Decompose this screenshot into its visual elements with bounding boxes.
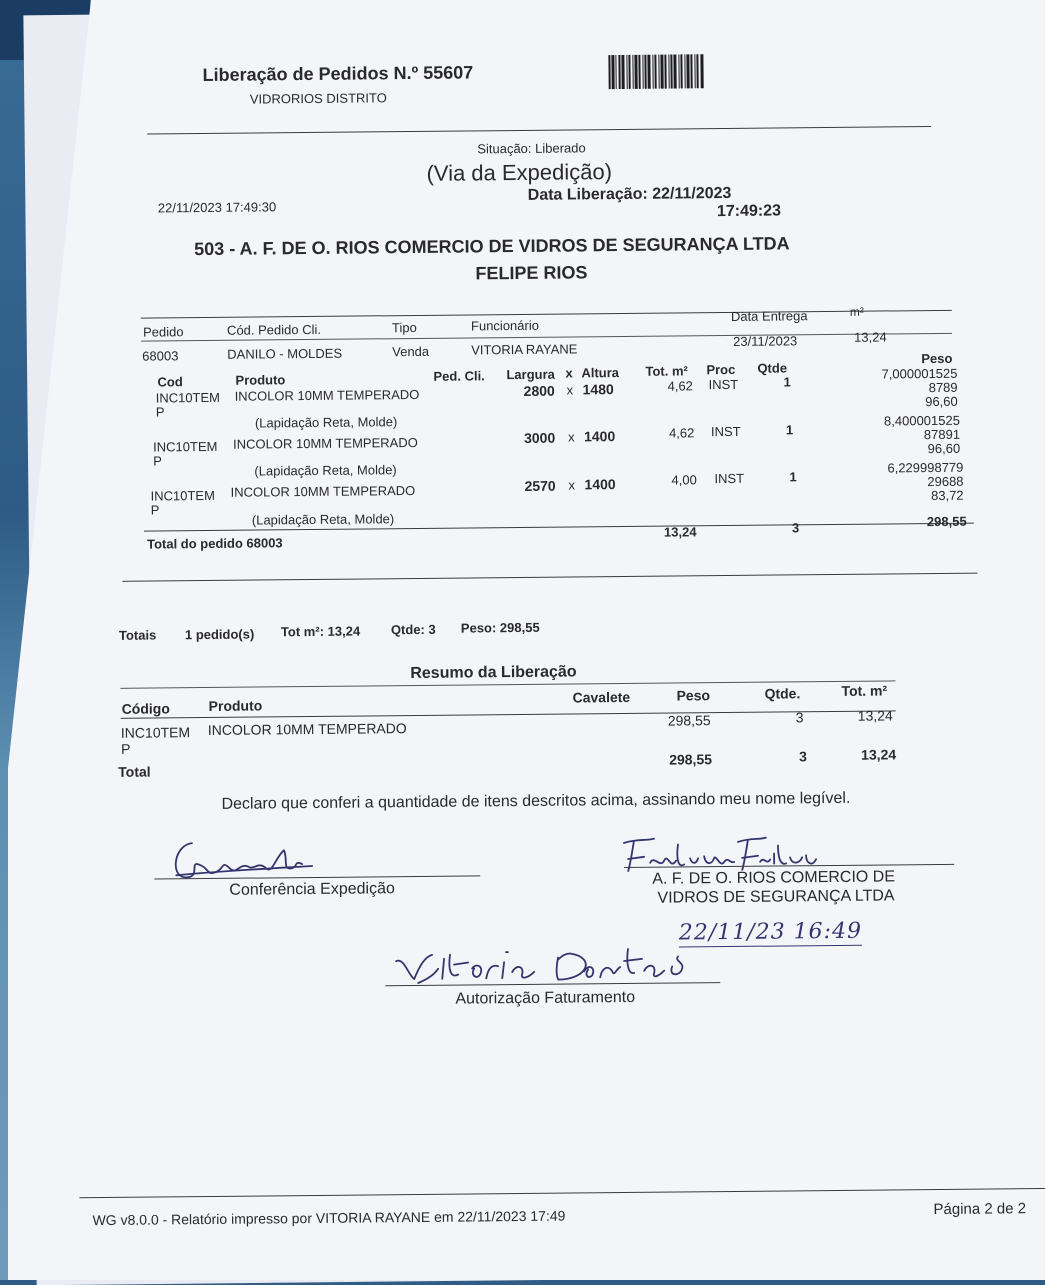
summary-total-peso: 298,55: [669, 751, 713, 768]
order-total-qtde: 3: [791, 520, 800, 536]
handwritten-date: 22/11/23 16:49: [678, 918, 863, 946]
item-largura: 2800: [523, 382, 555, 399]
summary-col-tot-m2: Tot. m²: [841, 682, 888, 699]
contact-name: FELIPE RIOS: [475, 262, 588, 284]
item-peso-a: 7,000001525: [881, 365, 958, 382]
item-x: x: [568, 477, 576, 493]
declaration-text: Declaro que conferi a quantidade de itens descritos acima, assinando meu nome legível.: [221, 789, 851, 813]
item-proc: INST: [708, 376, 739, 393]
item-altura: 1480: [582, 381, 614, 398]
status-text: Situação: Liberado: [477, 140, 586, 157]
barcode: [608, 54, 703, 89]
item-peso-b: 29688: [927, 473, 964, 490]
totals-peso: Peso: 298,55: [460, 619, 540, 636]
item-produto: INCOLOR 10MM TEMPERADO: [234, 386, 420, 404]
col-funcionario: Funcionário: [470, 317, 539, 334]
order-data-entrega: 23/11/2023: [733, 333, 798, 349]
col-data-entrega: Data Entrega: [730, 308, 808, 324]
item-peso-c: 83,72: [931, 487, 964, 504]
col-pedido: Pedido: [142, 324, 184, 340]
item-qtde: 1: [785, 422, 794, 438]
summary-col-codigo: Código: [121, 700, 170, 717]
summary-row-produto: INCOLOR 10MM TEMPERADO: [207, 720, 407, 739]
summary-row-tot-m2: 13,24: [857, 707, 893, 724]
item-produto: INCOLOR 10MM TEMPERADO: [230, 482, 416, 500]
item-produto: INCOLOR 10MM TEMPERADO: [233, 434, 418, 452]
totals-qtde: Qtde: 3: [390, 621, 436, 638]
footer-page-number: Página 2 de 2: [933, 1200, 1027, 1219]
signature-label-conferencia: Conferência Expedição: [229, 880, 395, 899]
signature-company-line2: VIDROS DE SEGURANÇA LTDA: [657, 887, 895, 907]
item-peso-c: 96,60: [925, 393, 958, 410]
order-funcionario: VITORIA RAYANE: [471, 341, 578, 358]
items-col-x: x: [565, 365, 573, 381]
item-peso-b: 87891: [923, 426, 961, 443]
summary-col-produto: Produto: [208, 697, 263, 714]
order-cod-pedido-cli: DANILO - MOLDES: [227, 345, 343, 362]
item-obs: (Lapidação Reta, Molde): [251, 511, 395, 528]
item-qtde: 1: [783, 374, 791, 390]
totals-m2: Tot m²: 13,24: [280, 623, 361, 640]
summary-total-qtde: 3: [799, 748, 808, 765]
order-total-m2: 13,24: [663, 524, 697, 540]
summary-row-codigo: INC10TEM: [120, 724, 191, 741]
order-top-divider: [141, 310, 952, 319]
item-cod: INC10TEM: [150, 487, 215, 504]
order-total-label: Total do pedido 68003: [146, 535, 283, 552]
item-largura: 2570: [524, 477, 556, 494]
item-tot-m2: 4,00: [671, 472, 697, 488]
item-cod-suffix: P: [155, 404, 165, 420]
signature-label-autorizacao: Autorização Faturamento: [455, 988, 636, 1008]
col-tipo: Tipo: [391, 319, 417, 336]
document-title: Liberação de Pedidos N.º 55607: [202, 62, 474, 86]
items-col-altura: Altura: [581, 365, 620, 381]
col-m2: m²: [849, 304, 864, 319]
item-obs: (Lapidação Reta, Molde): [254, 462, 397, 479]
item-cod: INC10TEM: [155, 389, 221, 406]
summary-col-cavalete: Cavalete: [572, 688, 631, 706]
item-cod-suffix: P: [150, 502, 160, 518]
item-proc: INST: [714, 470, 745, 487]
items-col-ped-cli: Ped. Cli.: [433, 368, 485, 384]
item-altura: 1400: [583, 428, 616, 445]
item-cod-suffix: P: [153, 453, 163, 469]
printed-at: 22/11/2023 17:49:30: [157, 199, 277, 216]
header-divider: [147, 126, 931, 135]
order-m2: 13,24: [854, 329, 887, 345]
item-x: x: [567, 429, 575, 445]
item-tot-m2: 4,62: [667, 378, 693, 394]
items-col-largura: Largura: [506, 366, 555, 383]
summary-row-qtde: 3: [795, 709, 804, 726]
summary-total-label: Total: [118, 763, 151, 780]
summary-col-qtde: Qtde.: [764, 685, 801, 702]
item-peso-a: 6,229998779: [887, 459, 964, 476]
item-qtde: 1: [789, 469, 797, 485]
items-col-peso: Peso: [921, 350, 953, 367]
release-date: Data Liberação: 22/11/2023: [527, 184, 732, 204]
customer-name: 503 - A. F. DE O. RIOS COMERCIO DE VIDROS DE SEGURANÇA LTDA: [194, 233, 790, 260]
footer-divider: [79, 1188, 1045, 1198]
footer-report-info: WG v8.0.0 - Relatório impresso por VITORIA RAYANE em 22/11/2023 17:49: [92, 1207, 566, 1229]
summary-row-codigo-suffix: P: [120, 740, 131, 757]
item-proc: INST: [710, 423, 741, 440]
item-cod: INC10TEM: [153, 438, 218, 455]
item-obs: (Lapidação Reta, Molde): [254, 414, 398, 431]
item-peso-c: 96,60: [927, 440, 961, 457]
items-col-proc: Proc: [706, 361, 736, 378]
via-label: (Via da Expedição): [426, 159, 613, 186]
summary-title: Resumo da Liberação: [410, 663, 577, 683]
release-time: 17:49:23: [716, 202, 782, 221]
summary-total-m2: 13,24: [861, 746, 897, 763]
order-tipo: Venda: [392, 343, 430, 360]
items-col-qtde: Qtde: [757, 360, 788, 376]
item-x: x: [566, 382, 574, 398]
totals-pedidos: 1 pedido(s): [184, 626, 255, 643]
totals-label: Totais: [118, 627, 157, 643]
summary-row-peso: 298,55: [667, 712, 711, 729]
signature-conferencia: [162, 830, 322, 884]
item-altura: 1400: [584, 476, 616, 493]
signature-company-line1: A. F. DE O. RIOS COMERCIO DE: [652, 868, 896, 888]
item-peso-b: 8789: [928, 379, 958, 396]
order-pedido: 68003: [142, 348, 179, 364]
company-name: VIDRORIOS DISTRITO: [249, 90, 387, 107]
order-section-end-divider: [122, 573, 977, 582]
items-col-cod: Cod: [157, 374, 183, 390]
summary-col-peso: Peso: [676, 687, 711, 704]
order-total-peso: 298,55: [926, 513, 967, 530]
col-cod-pedido-cli: Cód. Pedido Cli.: [226, 321, 322, 338]
items-col-produto: Produto: [235, 372, 286, 388]
item-peso-a: 8,400001525: [883, 412, 960, 429]
item-tot-m2: 4,62: [668, 425, 695, 441]
item-largura: 3000: [523, 429, 556, 446]
items-col-tot-m2: Tot. m²: [645, 363, 688, 379]
